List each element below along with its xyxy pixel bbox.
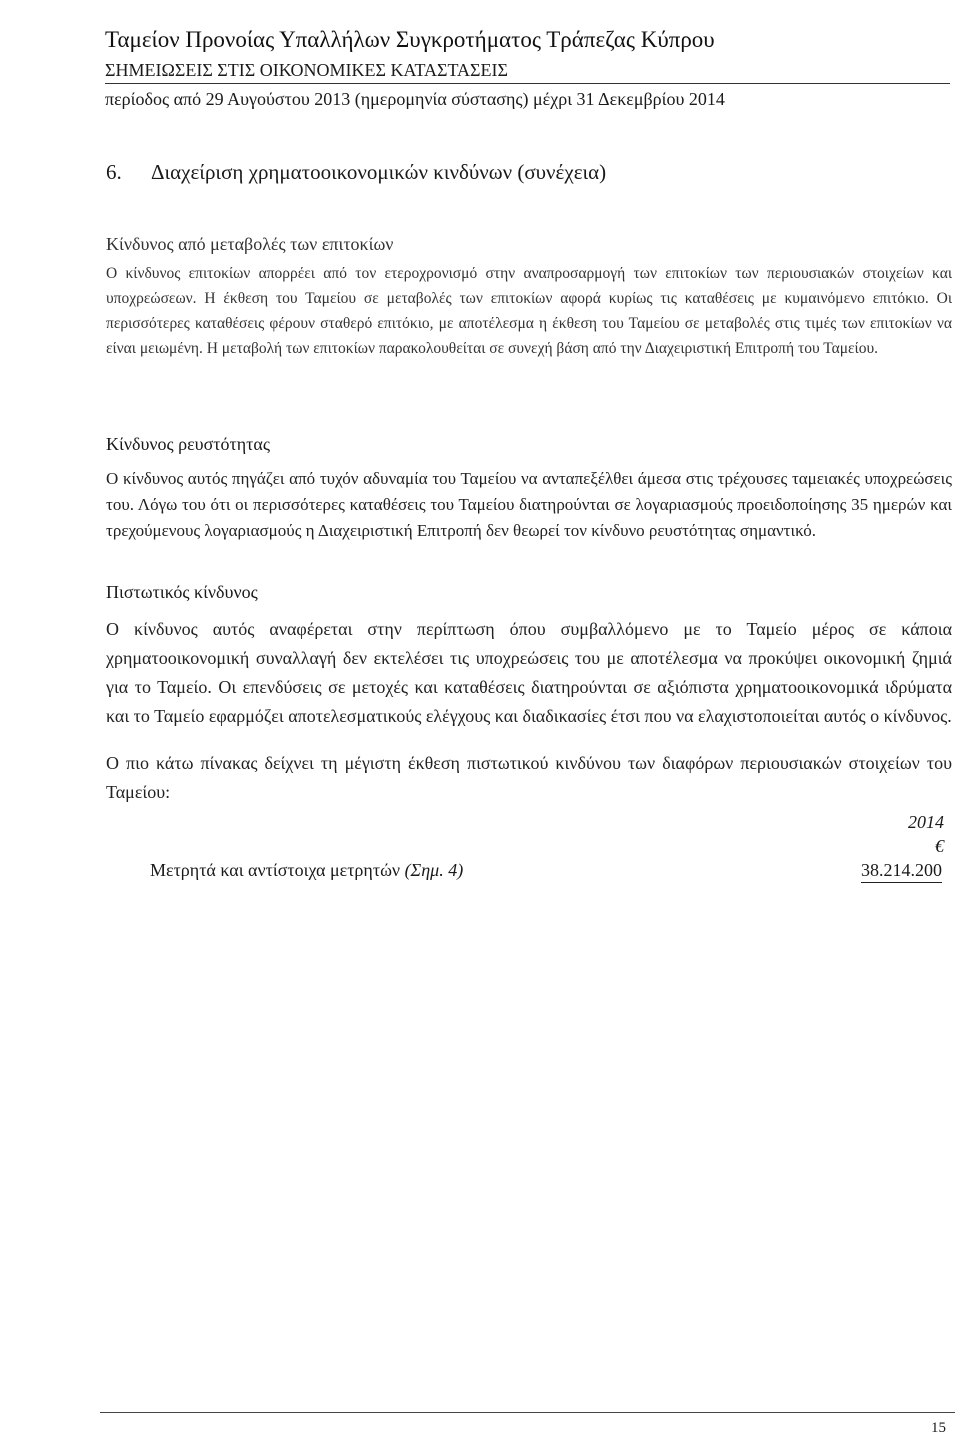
section-number: 6. — [106, 160, 122, 184]
credit-risk-heading: Πιστωτικός κίνδυνος — [106, 582, 258, 602]
table-intro: Ο πιο κάτω πίνακας δείχνει τη μέγιστη έκθεση πιστωτικού κινδύνου των διαφόρων περιουσιακών στοιχείων του Ταμείου: — [106, 753, 952, 802]
currency-header: € — [935, 836, 944, 856]
interest-rate-risk-text: Ο κίνδυνος επιτοκίων απορρέει από τον ετεροχρονισμό στην αναπροσαρμογή των επιτοκίων των περιουσιακών στοιχείων και υποχρεώσεων. Η έκθεση του Ταμείου σε μεταβολές των επιτοκίων αφορά κυρίως τις καταθέσεις με κυμαινόμενο επιτόκιο. Οι περισσότερες καταθέσεις φέρουν σταθερό επιτόκιο, με αποτέλεσμα η έκθεση του Ταμείου σε μεταβολές στις τιμές των επιτοκίων να είναι μειωμένη. Η μεταβολή των επιτοκίων παρακολουθείται σε συνεχή βάση από την Διαχειριστική Επιτροπή του Ταμείου. — [106, 265, 952, 357]
liquidity-risk-heading: Κίνδυνος ρευστότητας — [106, 434, 270, 454]
credit-risk-section — [106, 582, 952, 807]
liquidity-risk-text: Ο κίνδυνος αυτός πηγάζει από τυχόν αδυναμία του Ταμείου να ανταπεξέλθει άμεσα στις τρέχουσες ταμειακές υποχρεώσεις του. Λόγω του ότι οι περισσότερες καταθέσεις του Ταμείου διατηρούνται σε λογαριασμούς προειδοποίησης 35 ημερών και τρεχούμενους λογαριασμούς η Διαχειριστική Επιτροπή δεν θεωρεί τον κίνδυνο ρευστότητας σημαντικό. — [106, 469, 952, 540]
table-row — [150, 860, 463, 881]
liquidity-risk-section — [106, 434, 952, 544]
fund-title: Ταμείον Προνοίας Υπαλλήλων Συγκροτήματος Τράπεζας Κύπρου — [105, 27, 715, 52]
exposure-table — [150, 812, 952, 884]
notes-heading: ΣΗΜΕΙΩΣΕΙΣ ΣΤΙΣ ΟΙΚΟΝΟΜΙΚΕΣ ΚΑΤΑΣΤΑΣΕΙΣ — [105, 58, 950, 84]
interest-rate-risk-section — [106, 234, 952, 361]
interest-rate-risk-heading: Κίνδυνος από μεταβολές των επιτοκίων — [106, 234, 394, 254]
page-number: 15 — [931, 1420, 946, 1436]
year-header: 2014 — [908, 812, 944, 832]
row-note: (Σημ. 4) — [404, 860, 464, 880]
row-label: Μετρητά και αντίστοιχα μετρητών — [150, 860, 401, 880]
row-value: 38.214.200 — [861, 860, 942, 883]
page-header — [105, 26, 955, 111]
footer-divider — [100, 1412, 955, 1413]
section-title-text: Διαχείριση χρηματοοικονομικών κινδύνων — [151, 160, 513, 184]
period-line: περίοδος από 29 Αυγούστου 2013 (ημερομηνία σύστασης) μέχρι 31 Δεκεμβρίου 2014 — [105, 89, 725, 109]
section-title — [106, 160, 952, 185]
section-title-suffix: (συνέχεια) — [517, 160, 607, 184]
credit-risk-text: Ο κίνδυνος αυτός αναφέρεται στην περίπτωση όπου συμβαλλόμενο με το Ταμείο μέρος σε κάποια χρηματοοικονομική συναλλαγή δεν εκτελέσει τις υποχρεώσεις του με αποτέλεσμα να προκύψει οικονομική ζημιά για το Ταμείο. Οι επενδύσεις σε μετοχές και καταθέσεις διατηρούνται σε αξιόπιστα χρηματοοικονομικά ιδρύματα και το Ταμείο εφαρμόζει αποτελεσματικούς ελέγχους και διαδικασίες έτσι που να ελαχιστοποιείται αυτός ο κίνδυνος. — [106, 619, 952, 726]
